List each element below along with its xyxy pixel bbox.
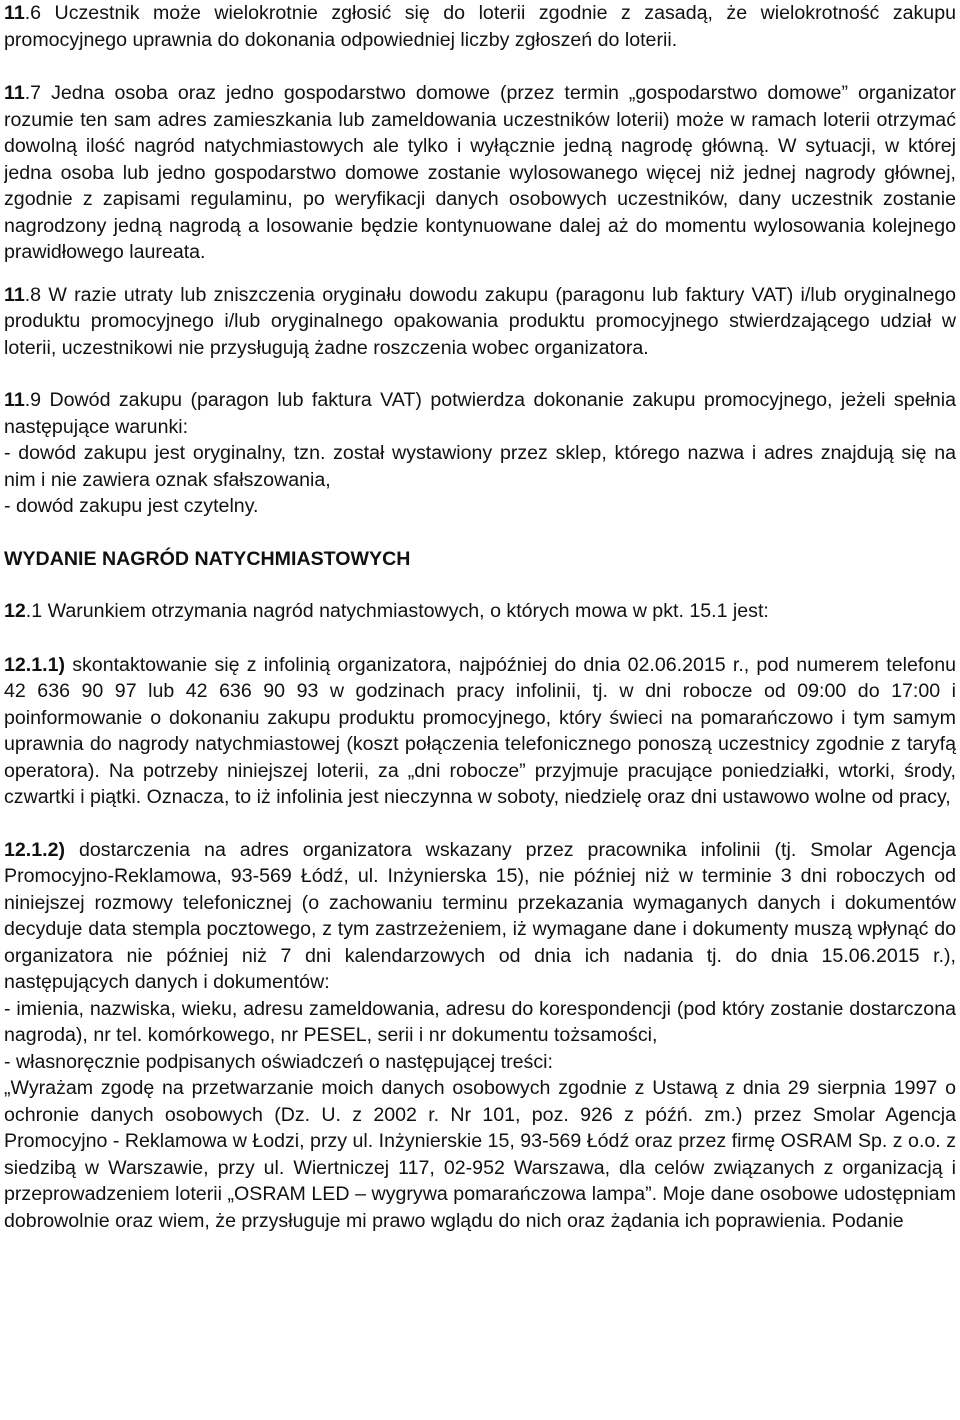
section-number-rest: .1 [25, 600, 43, 622]
section-number-bold: 12 [4, 600, 26, 622]
paragraph-11-8 [4, 282, 956, 362]
paragraph-12-1-2-statement: „Wyrażam zgodę na przetwarzanie moich danych osobowych zgodnie z Ustawą z dnia 29 sierpnia 1997 o ochronie danych osobowych (Dz. U. z 2002 r. Nr 101, poz. 926 z późń. zm.) przez Smolar Agencja Promocyjno - Reklamowa w Łodzi, przy ul. Inżynierskie 15, 93-569 Łódź oraz przez firmę OSRAM Sp. z o.o. z siedzibą w Warszawie, przy ul. Wiertniczej 117, 02-952 Warszawa, dla celów związanych z organizacją i przeprowadzeniem loterii „OSRAM LED – wygrywa pomarańczowa lampa”. Moje dane osobowe udostępniam dobrowolnie oraz wiem, że przysługuje mi prawo wglądu do nich oraz żądania ich poprawienia. Podanie [4, 1077, 956, 1232]
section-number-rest: .7 [24, 82, 42, 104]
paragraph-12-1-2 [4, 837, 956, 1235]
paragraph-text: dostarczenia na adres organizatora wskazany przez pracownika infolinii (tj. Smolar Agencja Promocyjno-Reklamowa, 93-569 Łódź, ul. Inżynierska 15), nie później niż w terminie 3 dni roboczych od niniejszej rozmowy telefonicznej (o zachowaniu terminu przekazania wymaganych danych i dokumentów decyduje data stempla pocztowego, z tym zastrzeżeniem, iż wymagane dane i dokumenty muszą wpłynąć do organizatora nie później niż 7 dni kalendarzowych od dnia ich nadania tj. do dnia 15.06.2015 r.), następujących danych i dokumentów: [4, 838, 956, 993]
paragraph-text: Warunkiem otrzymania nagród natychmiastowych, o których mowa w pkt. 15.1 jest: [42, 600, 769, 622]
paragraph-text: Dowód zakupu (paragon lub faktura VAT) potwierdza dokonanie zakupu promocyjnego, jeżeli spełnia następujące warunki: [4, 389, 956, 438]
paragraph-text: Uczestnik może wielokrotnie zgłosić się do loterii zgodnie z zasadą, że wielokrotność zakupu promocyjnego uprawnia do dokonania odpowiedniej liczby zgłoszeń do loterii. [4, 2, 956, 51]
section-number-rest: .8 [24, 283, 42, 306]
paragraph-12-1-2-item-2: - własnoręcznie podpisanych oświadczeń o następującej treści: [4, 1050, 553, 1073]
subsection-number: 12.1.1) [4, 653, 66, 676]
paragraph-text: skontaktowanie się z infolinią organizatora, najpóźniej do dnia 02.06.2015 r., pod numerem telefonu 42 636 90 97 lub 42 636 90 93 w godzinach pracy infolinii, tj. w dni robocze od 09:00 do 17:00 i poinformowanie o dokonaniu zakupu produktu promocyjnego, który świeci na pomarańczowo i tym samym uprawnia do nagrody natychmiastowej (koszt połączenia telefonicznego ponoszą uczestnicy zgodnie z taryfą operatora). Na potrzeby niniejszej loterii, za „dni robocze” przyjmuje pracujące poniedziałki, wtorki, środy, czwartki i piątki. Oznacza, to iż infolinia jest nieczynna w soboty, niedzielę oraz dni ustawowo wolne od pracy, [4, 653, 956, 808]
paragraph-text: W razie utraty lub zniszczenia oryginału dowodu zakupu (paragonu lub faktury VAT) i/lub oryginalnego produktu promocyjnego i/lub oryginalnego opakowania produktu promocyjnego stwierdzającego udział w loterii, uczestnikowi nie przysługują żadne roszczenia wobec organizatora. [4, 283, 956, 359]
paragraph-12-1-1 [4, 652, 956, 811]
paragraph-11-6 [4, 0, 956, 53]
paragraph-12-1-2-item-1: - imienia, nazwiska, wieku, adresu zameldowania, adresu do korespondencji (pod który zostanie dostarczona nagroda), nr tel. komórkowego, nr PESEL, serii i nr dokumentu tożsamości, [4, 997, 956, 1046]
paragraph-11-9 [4, 387, 956, 520]
paragraph-11-7 [4, 80, 956, 266]
section-heading: WYDANIE NAGRÓD NATYCHMIASTOWYCH [4, 547, 411, 570]
document-page [4, 0, 956, 1420]
section-number-rest: .9 [24, 389, 42, 411]
section-number-bold: 11 [4, 389, 25, 411]
paragraph-11-9-item-1: - dowód zakupu jest oryginalny, tzn. został wystawiony przez sklep, którego nazwa i adres znajdują się na nim i nie zawiera oznak sfałszowania, [4, 442, 956, 491]
paragraph-11-9-intro [4, 387, 956, 440]
paragraph-12-1-2-intro [4, 837, 956, 996]
paragraph-11-9-item-2: - dowód zakupu jest czytelny. [4, 495, 259, 517]
section-number-bold: 11 [4, 2, 25, 24]
section-number-bold: 11 [4, 82, 25, 104]
paragraph-text: Jedna osoba oraz jedno gospodarstwo domowe (przez termin „gospodarstwo domowe” organizator rozumie ten sam adres zamieszkania lub zameldowania uczestników loterii) może w ramach loterii otrzymać dowolną ilość nagród natychmiastowych ale tylko i wyłącznie jedną nagrodę główną. W sytuacji, w której jedna osoba lub jedno gospodarstwo domowe zostanie wylosowanego więcej niż jednej nagrody głównej, zgodnie z zapisami regulaminu, po weryfikacji danych osobowych uczestników, dany uczestnik zostanie nagrodzony jedną nagrodą a losowanie będzie kontynuowane dalej aż do momentu wylosowania kolejnego prawidłowego laureata. [4, 82, 956, 263]
paragraph-12-1 [4, 598, 956, 625]
section-number-rest: .6 [24, 2, 42, 24]
subsection-number: 12.1.2) [4, 838, 66, 861]
section-number-bold: 11 [4, 283, 25, 306]
